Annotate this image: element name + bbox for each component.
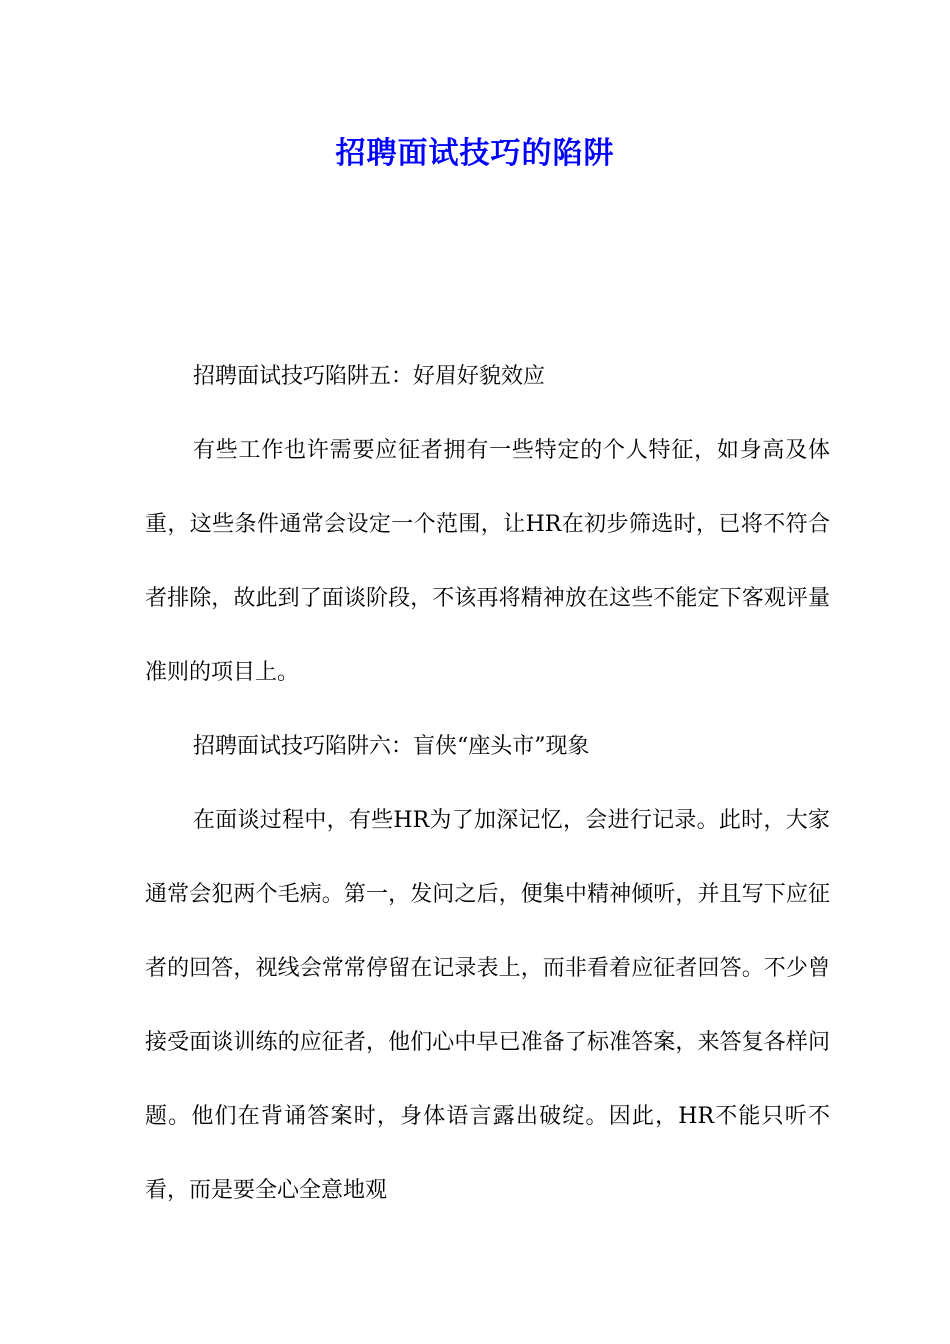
document-body [145, 340, 830, 1228]
paragraph-trap-six-body: 在面谈过程中，有些HR为了加深记忆，会进行记录。此时，大家通常会犯两个毛病。第一，发问之后，便集中精神倾听，并且写下应征者的回答，视线会常常停留在记录表上，而非看着应征者回答。不少曾接受面谈训练的应征者，他们心中早已准备了标准答案，来答复各样问题。他们在背诵答案时，身体语言露出破绽。因此，HR不能只听不看，而是要全心全意地观 [145, 808, 830, 1203]
paragraph-trap-five-body: 有些工作也许需要应征者拥有一些特定的个人特征，如身高及体重，这些条件通常会设定一个范围，让HR在初步筛选时，已将不符合者排除，故此到了面谈阶段，不该再将精神放在这些不能定下客观评量准则的项目上。 [145, 438, 830, 685]
heading-trap-five: 招聘面试技巧陷阱五：好眉好貌效应 [193, 364, 546, 389]
document-title: 招聘面试技巧的陷阱 [335, 136, 615, 171]
heading-trap-six: 招聘面试技巧陷阱六：盲侠“座头市”现象 [193, 734, 590, 759]
